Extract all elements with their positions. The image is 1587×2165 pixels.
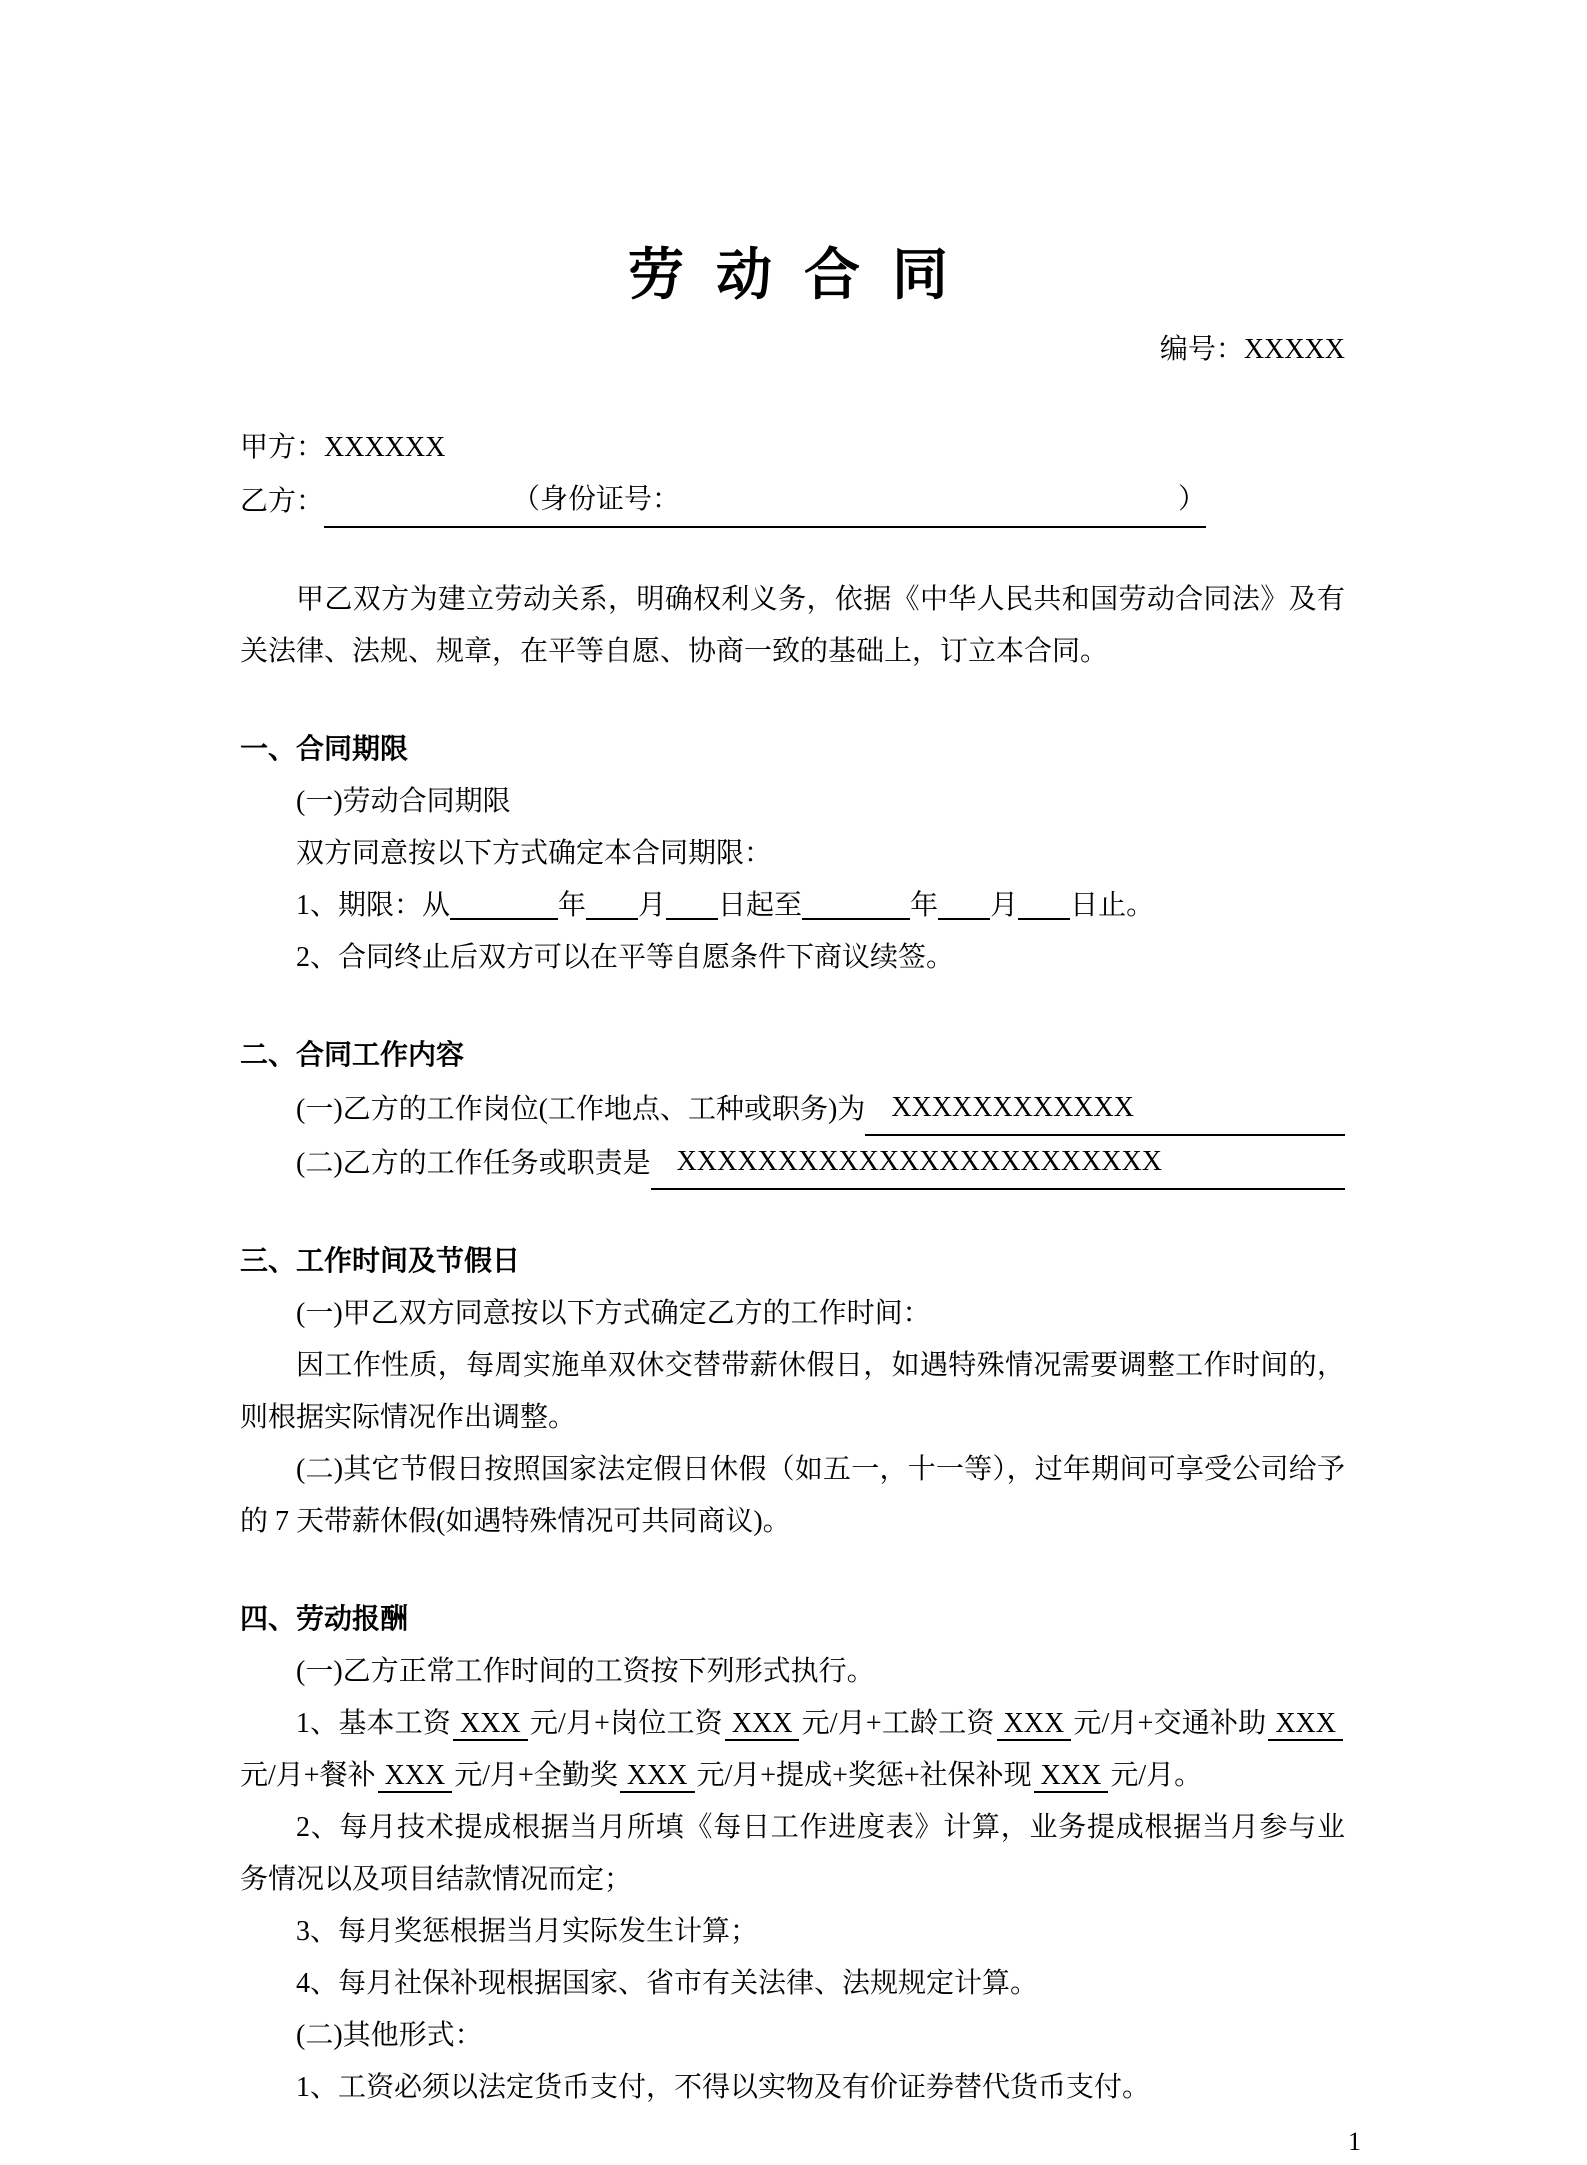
section-1-item-1: (一)劳动合同期限 bbox=[296, 786, 511, 817]
term-text: 1、期限：从 bbox=[296, 890, 451, 921]
party-a-label: 甲方： bbox=[240, 432, 325, 463]
term-text: 日止。 bbox=[1070, 890, 1155, 921]
section-4-item-5: (二)其他形式： bbox=[296, 2020, 483, 2051]
salary-text: 元/月+提成+奖惩+社保补现 bbox=[696, 1760, 1032, 1791]
post-salary-blank: XXX bbox=[725, 1708, 800, 1741]
serial-number-line bbox=[240, 324, 1345, 376]
document-title: 劳 动 合 同 bbox=[628, 245, 957, 307]
salary-text: 元/月+工龄工资 bbox=[801, 1708, 995, 1739]
salary-text: 元/月。 bbox=[1110, 1760, 1203, 1791]
intro-paragraph: 甲乙双方为建立劳动关系，明确权利义务，依据《中华人民共和国劳动合同法》及有关法律、法规、规章，在平等自愿、协商一致的基础上，订立本合同。 bbox=[240, 584, 1345, 667]
section-3-item-2: 因工作性质，每周实施单双休交替带薪休假日，如遇特殊情况需要调整工作时间的，则根据实际情况作出调整。 bbox=[240, 1350, 1345, 1433]
term-text: 年 bbox=[910, 890, 939, 921]
serial-value: XXXXX bbox=[1243, 334, 1345, 365]
job-position-label: (一)乙方的工作岗位(工作地点、工种或职务)为 bbox=[296, 1094, 866, 1125]
section-2-item-2 bbox=[240, 1136, 1345, 1190]
term-text: 月 bbox=[638, 890, 667, 921]
section-4-heading: 四、劳动报酬 bbox=[240, 1604, 409, 1635]
party-a-line bbox=[240, 422, 1345, 474]
section-3-heading: 三、工作时间及节假日 bbox=[240, 1246, 521, 1277]
seniority-salary-blank: XXX bbox=[997, 1708, 1072, 1741]
section-4-item-2: 2、每月技术提成根据当月所填《每日工作进度表》计算，业务提成根据当月参与业务情况以及项目结款情况而定； bbox=[240, 1812, 1345, 1895]
term-text: 月 bbox=[990, 890, 1019, 921]
base-salary-blank: XXX bbox=[453, 1708, 528, 1741]
party-b-blank-underline bbox=[324, 474, 1206, 528]
job-position-blank-underline: XXXXXXXXXXXX bbox=[865, 1082, 1345, 1136]
salary-text: 1、基本工资 bbox=[296, 1708, 452, 1739]
party-a-value: XXXXXX bbox=[324, 432, 446, 463]
meal-allowance-blank: XXX bbox=[378, 1760, 453, 1793]
term-blank-start-month bbox=[586, 884, 638, 920]
section-4-item-4: 4、每月社保补现根据国家、省市有关法律、法规规定计算。 bbox=[296, 1968, 1039, 1999]
social-security-blank: XXX bbox=[1034, 1760, 1109, 1793]
term-blank-start-day bbox=[666, 884, 718, 920]
section-4-item-3: 3、每月奖惩根据当月实际发生计算； bbox=[296, 1916, 759, 1947]
term-blank-end-year bbox=[802, 884, 910, 920]
term-text: 日起至 bbox=[718, 890, 803, 921]
section-3-item-1: (一)甲乙双方同意按以下方式确定乙方的工作时间： bbox=[296, 1298, 931, 1329]
job-duty-label: (二)乙方的工作任务或职责是 bbox=[296, 1148, 651, 1179]
attendance-bonus-blank: XXX bbox=[620, 1760, 695, 1793]
section-1-term-line bbox=[240, 880, 1345, 932]
serial-label: 编号： bbox=[1159, 334, 1244, 365]
job-duty-blank-underline: XXXXXXXXXXXXXXXXXXXXXXXX bbox=[651, 1136, 1345, 1190]
term-blank-start-year bbox=[450, 884, 558, 920]
term-blank-end-month bbox=[938, 884, 990, 920]
section-1-item-4: 2、合同终止后双方可以在平等自愿条件下商议续签。 bbox=[296, 942, 955, 973]
section-1-heading: 一、合同期限 bbox=[240, 734, 409, 765]
salary-formula-line bbox=[240, 1698, 1345, 1802]
salary-text: 元/月+交通补助 bbox=[1073, 1708, 1267, 1739]
salary-text: 元/月+岗位工资 bbox=[529, 1708, 723, 1739]
transport-allowance-blank: XXX bbox=[1268, 1708, 1343, 1741]
salary-text: 元/月+全勤奖 bbox=[454, 1760, 618, 1791]
section-1-item-2: 双方同意按以下方式确定本合同期限： bbox=[296, 838, 773, 869]
id-number-close-paren: ） bbox=[1178, 484, 1207, 515]
section-3-item-3: (二)其它节假日按照国家法定假日休假（如五一，十一等），过年期间可享受公司给予的 7 天带薪休假(如遇特殊情况可共同商议)。 bbox=[240, 1454, 1345, 1537]
party-b-line bbox=[240, 474, 1345, 528]
section-4-item-6: 1、工资必须以法定货币支付，不得以实物及有价证券替代货币支付。 bbox=[296, 2072, 1151, 2103]
page-number: 1 bbox=[1348, 2127, 1361, 2156]
term-blank-end-day bbox=[1018, 884, 1070, 920]
section-2-heading: 二、合同工作内容 bbox=[240, 1040, 465, 1071]
section-2-item-1 bbox=[240, 1082, 1345, 1136]
id-number-label: （身份证号： bbox=[512, 484, 681, 515]
salary-text: 元/月+餐补 bbox=[240, 1760, 376, 1791]
party-b-label: 乙方： bbox=[240, 486, 325, 517]
section-4-item-1: (一)乙方正常工作时间的工资按下列形式执行。 bbox=[296, 1656, 875, 1687]
term-text: 年 bbox=[558, 890, 587, 921]
